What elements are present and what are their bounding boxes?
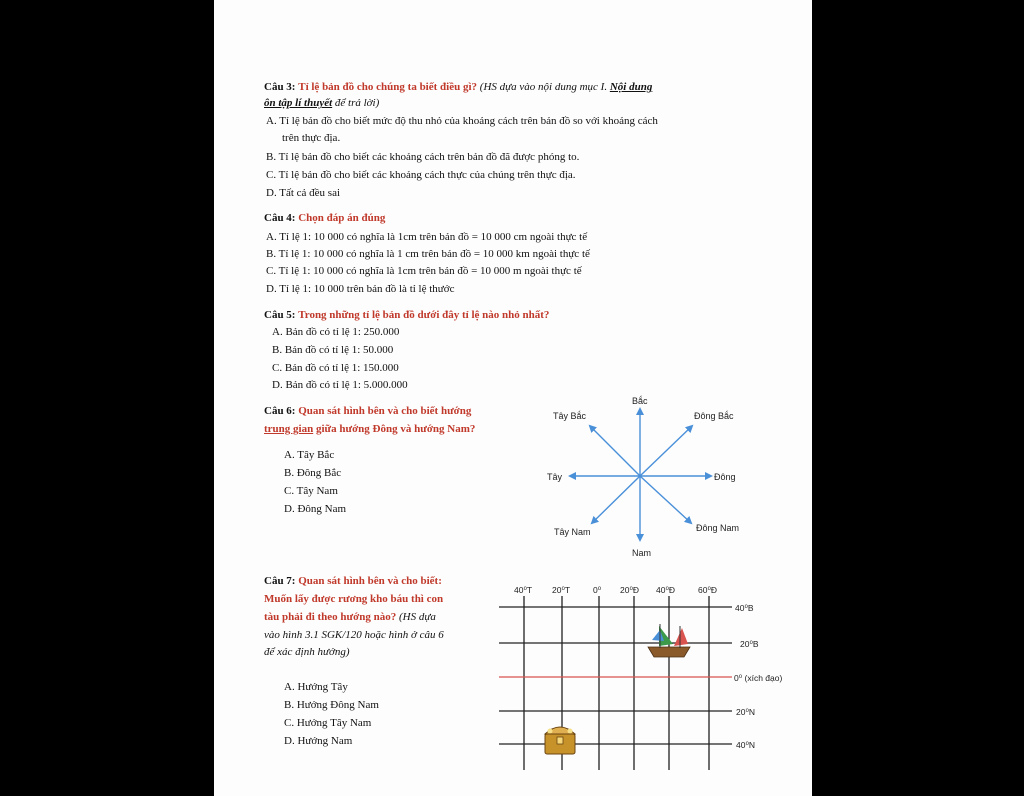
compass-west-label: Tây bbox=[547, 472, 563, 482]
lon-label-0: 0⁰ bbox=[593, 585, 602, 595]
q6-option-a[interactable]: A. Tây Bắc bbox=[284, 449, 335, 461]
q3-option-d[interactable]: D. Tất cả đều sai bbox=[266, 187, 341, 199]
treasure-chest-icon[interactable] bbox=[545, 727, 575, 754]
q3-hint-a: (HS dựa vào nội dung mục I. bbox=[479, 81, 608, 93]
q3-hint-b: Nội dung bbox=[609, 81, 653, 93]
q4-option-b[interactable]: B. Tỉ lệ 1: 10 000 có nghĩa là 1 cm trên bản đồ = 10 000 km ngoài thực tế bbox=[266, 248, 590, 260]
lon-label-20e: 20⁰Đ bbox=[620, 585, 640, 595]
q5-option-a[interactable]: A. Bản đồ có tỉ lệ 1: 250.000 bbox=[272, 326, 400, 338]
q5-option-c[interactable]: C. Bản đồ có tỉ lệ 1: 150.000 bbox=[272, 362, 399, 374]
lat-label-equator: 0⁰ (xích đạo) bbox=[734, 673, 783, 683]
q7-label: Câu 7: bbox=[264, 575, 296, 587]
q7-question-line3b: (HS dựa bbox=[398, 611, 436, 623]
lon-label-40w: 40⁰T bbox=[514, 585, 533, 595]
q5-question: Trong những tỉ lệ bản đồ dưới đây tỉ lệ nào nhỏ nhất? bbox=[298, 309, 550, 321]
lat-label-20s: 20⁰N bbox=[736, 707, 756, 717]
compass-north-label: Bắc bbox=[632, 396, 648, 406]
q6-question-line2a: trung gian bbox=[264, 423, 314, 435]
q3-label: Câu 3: bbox=[264, 81, 296, 93]
q4-label: Câu 4: bbox=[264, 212, 296, 224]
compass-east-label: Đông bbox=[714, 472, 736, 482]
q3-hint-c: ôn tập lí thuyết bbox=[264, 97, 333, 109]
q7-question-line3a: tàu phải đi theo hướng nào? bbox=[264, 611, 397, 623]
q7-option-d[interactable]: D. Hướng Nam bbox=[284, 735, 353, 747]
q3-option-a[interactable]: A. Tỉ lệ bản đồ cho biết mức độ thu nhỏ của khoảng cách trên bản đồ so với khoảng cách bbox=[266, 115, 658, 127]
lat-label-40n: 40⁰B bbox=[735, 603, 754, 613]
lat-label-40s: 40⁰N bbox=[736, 740, 756, 750]
q7-option-c[interactable]: C. Hướng Tây Nam bbox=[284, 717, 372, 729]
q4-option-d[interactable]: D. Tỉ lệ 1: 10 000 trên bản đồ là tỉ lệ thước bbox=[266, 283, 455, 295]
lon-label-60e: 60⁰Đ bbox=[698, 585, 718, 595]
q3-option-b[interactable]: B. Tỉ lệ bản đồ cho biết các khoảng cách trên bản đồ đã được phóng to. bbox=[266, 151, 580, 163]
q3-question: Tỉ lệ bản đồ cho chúng ta biết điều gì? bbox=[298, 81, 478, 93]
q6-label: Câu 6: bbox=[264, 405, 296, 417]
q6-option-d[interactable]: D. Đông Nam bbox=[284, 503, 347, 515]
q7-question-line1: Quan sát hình bên và cho biết: bbox=[298, 575, 442, 587]
q4-option-c[interactable]: C. Tỉ lệ 1: 10 000 có nghĩa là 1cm trên bản đồ = 10 000 m ngoài thực tế bbox=[266, 265, 582, 277]
compass-southeast-label: Đông Nam bbox=[696, 523, 740, 533]
q3-option-a-cont: trên thực địa. bbox=[282, 132, 341, 144]
q6-question-line1: Quan sát hình bên và cho biết hướng bbox=[298, 405, 472, 417]
q6-question-line2b: giữa hướng Đông và hướng Nam? bbox=[315, 423, 476, 435]
q6-option-c[interactable]: C. Tây Nam bbox=[284, 485, 338, 497]
q4-option-a[interactable]: A. Tỉ lệ 1: 10 000 có nghĩa là 1cm trên bản đồ = 10 000 cm ngoài thực tế bbox=[266, 231, 588, 243]
q5-option-d[interactable]: D. Bản đồ có tỉ lệ 1: 5.000.000 bbox=[272, 379, 408, 391]
lat-label-20n: 20⁰B bbox=[740, 639, 759, 649]
q3-hint-d: để trả lời) bbox=[334, 97, 380, 109]
q3-option-c[interactable]: C. Tỉ lệ bản đồ cho biết các khoảng cách thực của chúng trên thực địa. bbox=[266, 169, 576, 181]
q5-label: Câu 5: bbox=[264, 309, 296, 321]
q7-question-line2: Muốn lấy được rương kho báu thì con bbox=[264, 593, 444, 605]
q4-question: Chọn đáp án đúng bbox=[298, 212, 386, 224]
lon-label-40e: 40⁰Đ bbox=[656, 585, 676, 595]
q7-hint-line1: vào hình 3.1 SGK/120 hoặc hình ở câu 6 bbox=[264, 629, 444, 641]
compass-south-label: Nam bbox=[632, 548, 652, 558]
compass-northwest-label: Tây Bắc bbox=[553, 411, 587, 421]
q7-hint-line2: để xác định hướng) bbox=[264, 646, 350, 658]
q7-option-a[interactable]: A. Hướng Tây bbox=[284, 681, 348, 693]
compass-southwest-label: Tây Nam bbox=[554, 527, 591, 537]
q7-option-b[interactable]: B. Hướng Đông Nam bbox=[284, 699, 379, 711]
lon-label-20w: 20⁰T bbox=[552, 585, 571, 595]
q5-option-b[interactable]: B. Bản đồ có tỉ lệ 1: 50.000 bbox=[272, 344, 394, 356]
q6-option-b[interactable]: B. Đông Bắc bbox=[284, 467, 342, 479]
worksheet-page bbox=[214, 0, 812, 796]
coordinate-grid bbox=[214, 0, 812, 796]
compass-northeast-label: Đông Bắc bbox=[694, 411, 734, 421]
